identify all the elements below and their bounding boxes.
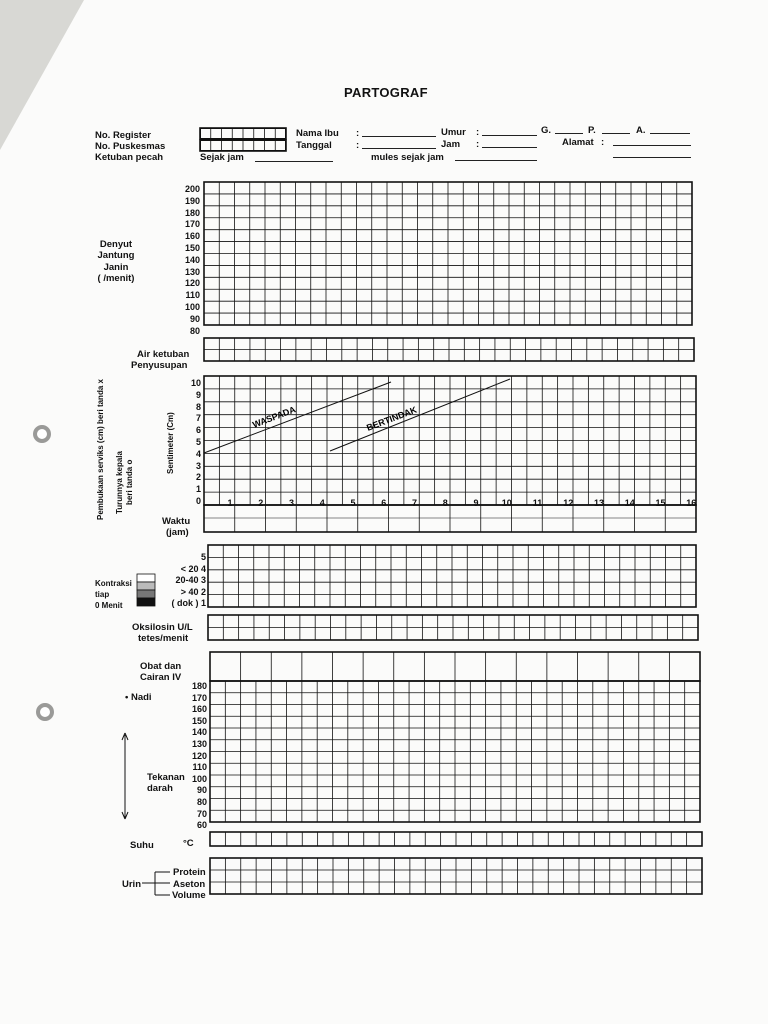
bp-tick-3: 150 bbox=[191, 715, 207, 726]
ketuban-pecah-label: Ketuban pecah bbox=[95, 152, 164, 163]
p-label: P. bbox=[588, 125, 596, 136]
djj-label-4: ( /menit) bbox=[97, 273, 135, 284]
celsius-label: °C bbox=[183, 838, 194, 849]
hour-tick-10: 10 bbox=[501, 498, 512, 508]
hour-tick-7: 7 bbox=[411, 498, 417, 508]
bp-tick-12: 60 bbox=[196, 820, 207, 831]
cervix-tick-8: 2 bbox=[195, 472, 201, 483]
nama-ibu-colon: : bbox=[356, 128, 360, 139]
penyusupan-label: Penyusupan bbox=[131, 360, 188, 371]
kontraksi-swatch-4 bbox=[137, 598, 155, 606]
no-register-label: No. Register bbox=[95, 130, 151, 141]
tiap-label: tiap bbox=[95, 590, 110, 599]
djj-label-2: Jantung bbox=[97, 250, 135, 261]
sentimeter-label: Sentimeter (Cm) bbox=[166, 412, 175, 474]
suhu-label: Suhu bbox=[130, 840, 154, 851]
no-puskesmas-label: No. Puskesmas bbox=[95, 141, 166, 152]
cervix-tick-5: 5 bbox=[195, 437, 201, 447]
cervix-tick-1: 9 bbox=[195, 389, 201, 400]
bp-tick-5: 130 bbox=[191, 739, 207, 749]
kontraksi-tick-4: ( dok ) 1 bbox=[171, 598, 206, 608]
hour-tick-5: 5 bbox=[350, 498, 356, 508]
bp-tick-10: 80 bbox=[196, 797, 207, 807]
kontraksi-tick-0: 5 bbox=[200, 552, 206, 562]
hour-tick-15: 15 bbox=[655, 498, 666, 508]
djj-tick-4: 160 bbox=[184, 231, 200, 242]
volume-label: Volume bbox=[172, 890, 206, 901]
bp-tick-11: 70 bbox=[196, 808, 207, 819]
oksitosin-label: Oksilosin U/L bbox=[132, 622, 193, 633]
cervix-tick-7: 3 bbox=[195, 460, 201, 471]
bp-tick-7: 110 bbox=[192, 762, 207, 773]
djj-tick-8: 120 bbox=[184, 278, 200, 289]
kontraksi-swatch-1 bbox=[137, 574, 155, 582]
bp-tick-0: 180 bbox=[191, 681, 207, 691]
bp-tick-8: 100 bbox=[191, 773, 207, 784]
kontraksi-label: Kontraksi bbox=[95, 579, 132, 588]
bp-tick-4: 140 bbox=[191, 727, 207, 738]
waktu-label: Waktu bbox=[162, 516, 191, 527]
kontraksi-tick-3: > 40 2 bbox=[180, 586, 206, 597]
djj-label-1: Denyut bbox=[99, 239, 133, 250]
bp-tick-1: 170 bbox=[191, 692, 207, 703]
hour-tick-13: 13 bbox=[593, 498, 604, 508]
djj-tick-0: 200 bbox=[184, 184, 200, 194]
cervix-tick-10: 0 bbox=[195, 496, 201, 506]
djj-tick-7: 130 bbox=[184, 266, 200, 277]
hour-tick-9: 9 bbox=[473, 498, 479, 508]
jam-colon: : bbox=[476, 139, 480, 150]
turunnya-vertical-label-1: Turunnya kepala bbox=[115, 451, 124, 514]
page-title: PARTOGRAF bbox=[344, 85, 428, 100]
binder-hole-bottom bbox=[36, 703, 54, 721]
nadi-label: • Nadi bbox=[125, 692, 152, 703]
hour-tick-12: 12 bbox=[563, 498, 574, 508]
hour-tick-2: 2 bbox=[258, 498, 264, 508]
pembukaan-vertical-label: Pembukaan serviks (cm) beri tanda x bbox=[96, 379, 105, 520]
hour-tick-8: 8 bbox=[442, 498, 448, 508]
hour-tick-14: 14 bbox=[624, 498, 635, 508]
cervix-tick-4: 6 bbox=[195, 425, 201, 436]
bp-tick-2: 160 bbox=[191, 704, 207, 715]
jam-label: Jam bbox=[441, 139, 461, 150]
nama-ibu-label: Nama Ibu bbox=[296, 128, 339, 139]
umur-colon: : bbox=[476, 127, 480, 138]
cervix-tick-6: 4 bbox=[195, 448, 201, 459]
tanggal-colon: : bbox=[356, 140, 360, 151]
darah-label: darah bbox=[147, 783, 173, 794]
sejak-jam-label: Sejak jam bbox=[200, 152, 244, 163]
djj-tick-2: 180 bbox=[184, 207, 200, 218]
binder-hole-top bbox=[33, 425, 51, 443]
bp-tick-6: 120 bbox=[191, 750, 207, 761]
air-ketuban-label: Air ketuban bbox=[137, 349, 190, 360]
mules-sejak-jam-label: mules sejak jam bbox=[371, 152, 444, 163]
g-label: G. bbox=[541, 125, 552, 136]
protein-label: Protein bbox=[173, 867, 206, 878]
hour-tick-4: 4 bbox=[319, 498, 325, 508]
djj-tick-3: 170 bbox=[184, 219, 200, 230]
kontraksi-swatch-3 bbox=[137, 590, 155, 598]
tekanan-label: Tekanan bbox=[147, 772, 185, 783]
djj-tick-10: 100 bbox=[184, 302, 200, 312]
cervix-tick-3: 7 bbox=[195, 413, 201, 424]
djj-tick-12: 80 bbox=[189, 325, 200, 336]
umur-label: Umur bbox=[441, 127, 466, 138]
cervix-tick-9: 1 bbox=[195, 484, 201, 495]
bp-tick-9: 90 bbox=[196, 785, 207, 796]
djj-tick-5: 150 bbox=[184, 243, 200, 253]
turunnya-vertical-label-2: beri tanda o bbox=[125, 459, 134, 505]
djj-tick-9: 110 bbox=[185, 290, 200, 301]
cairan-label: Cairan IV bbox=[140, 672, 182, 683]
djj-tick-11: 90 bbox=[189, 313, 200, 324]
cervix-tick-2: 8 bbox=[195, 401, 201, 412]
djj-tick-6: 140 bbox=[184, 254, 200, 265]
jam-unit-label: (jam) bbox=[166, 527, 189, 538]
waspada-label: WASPADA bbox=[251, 404, 298, 430]
tanggal-label: Tanggal bbox=[296, 140, 332, 151]
kontraksi-tick-2: 20-40 3 bbox=[175, 575, 206, 585]
hour-tick-1: 1 bbox=[227, 498, 233, 508]
djj-label-3: Janin bbox=[103, 262, 129, 273]
hour-tick-16: 16 bbox=[686, 498, 697, 508]
cervix-tick-0: 10 bbox=[190, 378, 201, 388]
a-label: A. bbox=[636, 125, 646, 136]
urin-label: Urin bbox=[122, 879, 141, 890]
alamat-label: Alamat bbox=[562, 137, 594, 148]
kontraksi-swatch-2 bbox=[137, 582, 155, 590]
aseton-label: Aseton bbox=[173, 879, 206, 890]
djj-tick-1: 190 bbox=[184, 195, 200, 206]
bertindak-label: BERTINDAK bbox=[365, 404, 419, 433]
waspada-line bbox=[204, 382, 391, 453]
menit-label: 0 Menit bbox=[95, 601, 123, 610]
hour-tick-6: 6 bbox=[381, 498, 387, 508]
hour-tick-3: 3 bbox=[288, 498, 294, 508]
hour-tick-11: 11 bbox=[532, 498, 543, 508]
tetes-label: tetes/menit bbox=[138, 633, 189, 644]
alamat-colon: : bbox=[601, 137, 605, 148]
obat-label: Obat dan bbox=[140, 661, 182, 672]
kontraksi-tick-1: < 20 4 bbox=[180, 563, 206, 574]
